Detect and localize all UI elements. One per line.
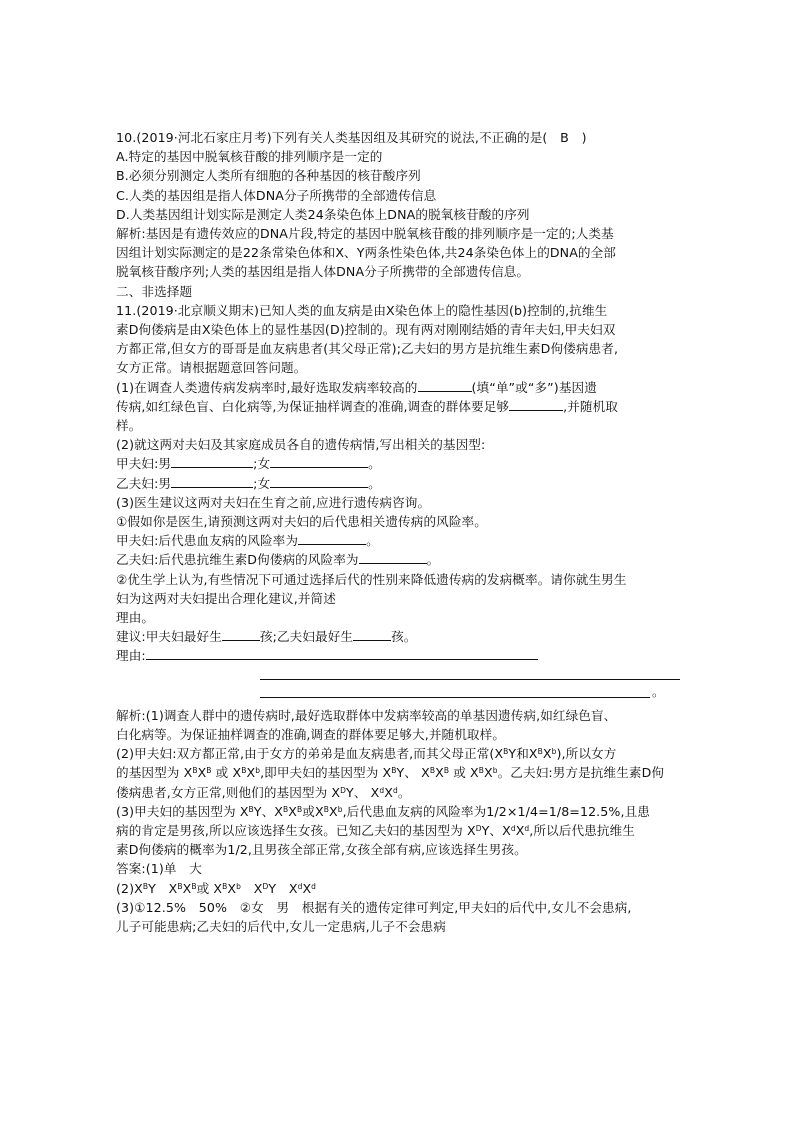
q11-part3-sub1: ①假如你是医生,请预测这两对夫妇的后代患相关遗传病的风险率。 xyxy=(116,514,487,530)
answer-blank[interactable] xyxy=(270,475,368,488)
q11-part1-line3: 样。 xyxy=(116,418,142,434)
q10-option-c: C.人类的基因组是指人体DNA分子所携带的全部遗传信息 xyxy=(116,187,437,203)
document-content xyxy=(116,128,686,936)
q10-explanation-line3: 脱氧核苷酸序列;人类的基因组是指人体DNA分子所携带的全部遗传信息。 xyxy=(116,264,530,280)
q11-yi-genotypes: 乙夫妇:男 ;女 。 xyxy=(116,475,381,491)
answer-line1: 答案:(1)单 大 xyxy=(116,861,202,877)
q11-explanation-line2: 白化病等。为保证抽样调查的准确,调查的群体要足够大,并随机取样。 xyxy=(116,726,506,742)
answer-blank[interactable] xyxy=(222,628,260,641)
answer-blank[interactable] xyxy=(359,551,427,564)
q11-part3-sub2-line1: ②优生学上认为,有些情况下可通过选择后代的性别来降低遗传病的发病概率。请你就生男生 xyxy=(116,571,627,587)
answer-blank[interactable] xyxy=(298,532,366,545)
q11-reason: 理由: xyxy=(116,646,686,665)
q11-explanation-line6: (3)甲夫妇的基因型为 $X^BY$、$X^BX^B$或$X^BX^b$,后代患血友病的风险率为1/2×1/4=1/8=12.5%,且患 xyxy=(116,803,650,819)
q11-jia-risk: 甲夫妇:后代患血友病的风险率为 。 xyxy=(116,533,379,549)
q11-part3-sub2-line2: 妇为这两对夫妇提出合理化建议,并简述 xyxy=(116,590,336,606)
answer-blank[interactable] xyxy=(270,455,368,468)
q11-explanation-line1: 解析:(1)调查人群中的遗传病时,最好选取群体中发病率较高的单基因遗传病,如红绿色盲、 xyxy=(116,707,617,723)
q11-explanation-line4: 的基因型为 $X^BX^B$ 或 $X^BX^b$,即甲夫妇的基因型为 $X^BY$、 $X^BX^B$ 或 $X^BX^b$。乙夫妇:男方是抗维生素D佝 xyxy=(116,765,665,781)
q10-stem: 10.(2019·河北石家庄月考)下列有关人类基因组及其研究的说法,不正确的是( B ) xyxy=(116,130,587,145)
q11-explanation-line7: 病的肯定是男孩,所以应该选择生女孩。已知乙夫妇的基因型为 $X^DY$、$X^dX^d$,所以后代患抗维生 xyxy=(116,822,635,838)
q11-stem-line4: 女方正常。请根据题意回答问题。 xyxy=(116,360,307,376)
answer-line[interactable] xyxy=(116,666,686,684)
q11-explanation-line5: 偻病患者,女方正常,则他们的基因型为 $X^DY$、 $X^dX^d$。 xyxy=(116,784,411,800)
q11-jia-genotypes: 甲夫妇:男 ;女 。 xyxy=(116,456,381,472)
q10-option-a: A.特定的基因中脱氧核苷酸的排列顺序是一定的 xyxy=(116,149,383,165)
q11-suggestion: 建议:甲夫妇最好生 孩;乙夫妇最好生 孩。 xyxy=(116,629,417,645)
q11-stem-line3: 方都正常,但女方的哥哥是血友病患者(其父母正常);乙夫妇的男方是抗维生素D佝偻病患者, xyxy=(116,341,619,357)
answer-blank[interactable] xyxy=(418,379,472,392)
answer-blank[interactable] xyxy=(509,398,563,411)
q10-option-d: D.人类基因组计划实际是测定人类24条染色体上DNA的脱氧核苷酸的序列 xyxy=(116,206,530,222)
answer-blank[interactable] xyxy=(171,475,253,488)
q11-stem-line2: 素D佝偻病是由X染色体上的显性基因(D)控制的。现有两对刚刚结婚的青年夫妇,甲夫妇双 xyxy=(116,322,616,338)
q10-option-b: B.必须分别测定人类所有细胞的各种基因的核苷酸序列 xyxy=(116,168,421,184)
answer-blank[interactable] xyxy=(260,697,650,698)
answer-blank[interactable] xyxy=(171,455,253,468)
q11-part1-line1: (1)在调查人类遗传病发病率时,最好选取发病率较高的 (填“单”或“多”)基因遗 xyxy=(116,379,597,395)
q11-reason-word: 理由。 xyxy=(116,610,155,626)
answer-line2: $(2)X^BY$ $X^BX^B$或 $X^BX^b$ $X^DY$ $X^dX^d$ xyxy=(116,880,317,896)
answer-blank[interactable] xyxy=(146,647,538,660)
answer-blank[interactable] xyxy=(353,628,391,641)
section-heading: 二、非选择题 xyxy=(116,283,193,299)
q11-part3: (3)医生建议这两对夫妇在生育之前,应进行遗传病咨询。 xyxy=(116,494,431,510)
answer-line4: 儿子可能患病;乙夫妇的后代中,女儿一定患病,儿子不会患病 xyxy=(116,918,446,934)
q10-explanation-line2: 因组计划实际测定的是22条常染色体和X、Y两条性染色体,共24条染色体上的DNA的全部 xyxy=(116,245,617,261)
q10-explanation-line1: 解析:基因是有遗传效应的DNA片段,特定的基因中脱氧核苷酸的排列顺序是一定的;人类基 xyxy=(116,226,614,242)
q11-stem-line1: 11.(2019·北京顺义期末)已知人类的血友病是由X染色体上的隐性基因(b)控制的,抗维生 xyxy=(116,302,608,318)
q11-part1-line2: 传病,如红绿色盲、白化病等,为保证抽样调查的准确,调查的群体要足够 ,并随机取 xyxy=(116,398,619,414)
q11-yi-risk: 乙夫妇:后代患抗维生素D佝偻病的风险率为 。 xyxy=(116,552,440,568)
q11-part2: (2)就这两对夫妇及其家庭成员各自的遗传病情,写出相关的基因型: xyxy=(116,437,486,453)
q11-explanation-line8: 素D佝偻病的概率为1/2,且男孩全部正常,女孩全部有病,应该选择生男孩。 xyxy=(116,842,527,858)
answer-line3: (3)①12.5% 50% ②女 男 根据有关的遗传定律可判定,甲夫妇的后代中,女儿不会患病, xyxy=(116,899,632,915)
answer-line: 。 xyxy=(116,684,686,702)
q11-explanation-line3: (2)甲夫妇:双方都正常,由于女方的弟弟是血友病患者,而其父母正常($X^BY$和$X^BX^b$),所以女方 xyxy=(116,746,617,762)
